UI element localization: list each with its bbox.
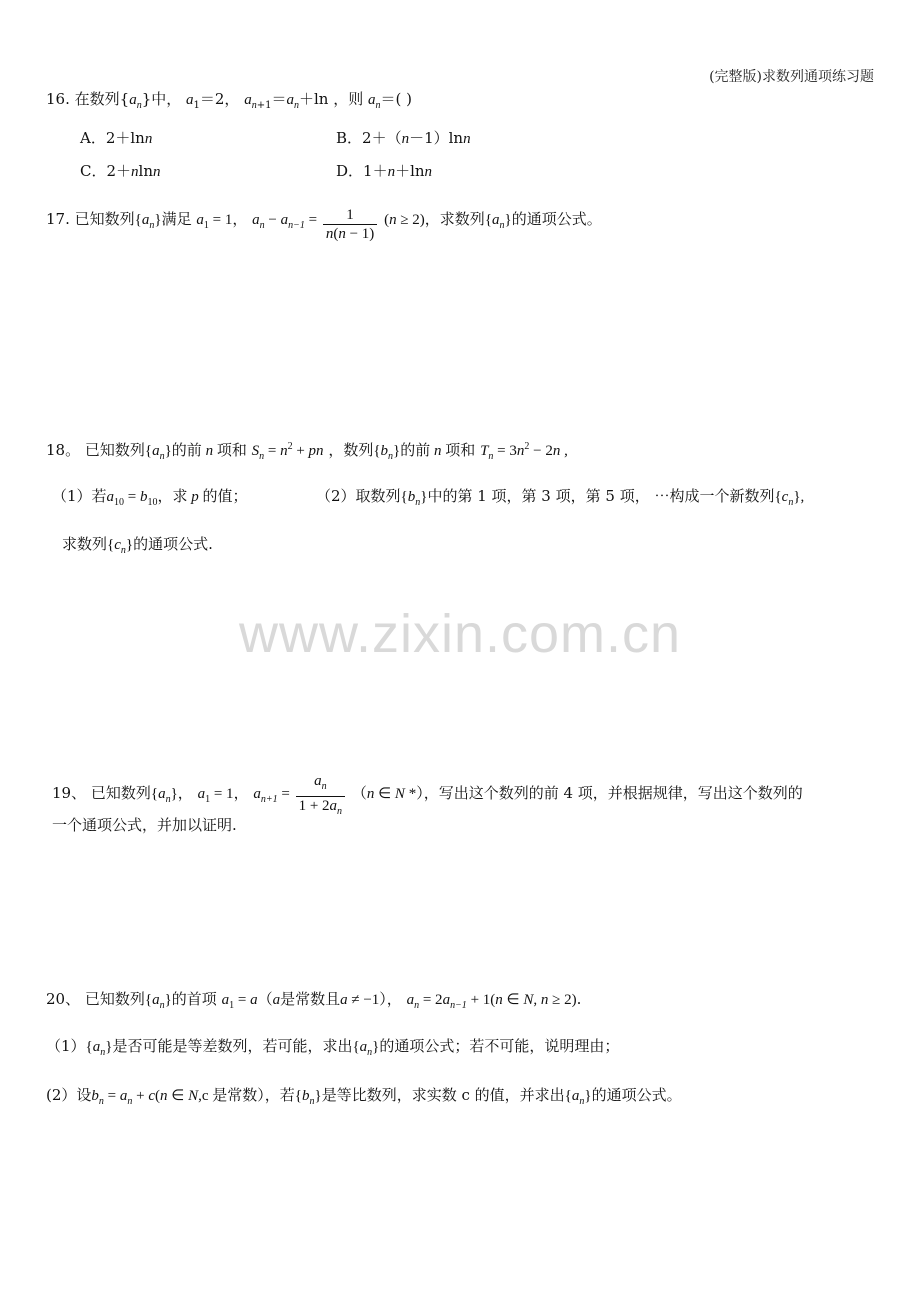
question-number: 17. [46,210,70,228]
question-18: 18。 已知数列$\{a_n\}$的前 n 项和 $S_n = n^2$ + pn ，数列$\{b_n\}$的前 n 项和 $T_n = 3n^2 - 2n$ , [46,441,568,462]
question-17: 17. 已知数列$\{a_n\}$满足 $a_1 = 1$， $a_n - a_{n-1}$ = $\frac{1}{n(n - 1)}$ (n ≥ 2)，求数列$\{a_n\}$的通项公式。 [46,207,602,242]
question-16-stem: 16. 在数列$\{a_n\}$中， $a_1=2$， $a_{n+1}=a_n+\ln$ ，则 $a_n=$( ) [46,90,412,111]
question-19-line-2: 一个通项公式，并加以证明. [52,816,237,834]
question-number: 18。 [46,441,81,459]
option-d: D．1＋n＋lnn [336,162,433,180]
question-number: 19、 [52,784,87,802]
question-20-part-2: (2）设$b_n = a_n + c(n$ ∈ N,c 是常数），若$\{b_n\}$是等比数列，求实数 c 的值，并求出$\{a_n\}$的通项公式。 [46,1086,682,1107]
question-number: 16. [46,90,70,108]
question-19: 19、 已知数列$\{a_n\}$， $a_1 = 1$， $a_{n+1}$ = $\frac{a_n}{1 + 2a_n}$ （n ∈ N *），写出这个数列的前 4 项，并根据规律，写出这个数列的 [52,773,803,817]
question-20: 20、 已知数列$\{a_n\}$的首项 $a_1 = a(a$是常数且a ≠ −1）， $a_n = 2a_{n-1} + 1(n$ ∈ N, n ≥ 2). [46,990,582,1011]
question-18-line-3: 求数列$\{c_n\}$的通项公式. [62,535,213,556]
page-header-title: (完整版)求数列通项练习题 [709,69,874,85]
question-20-part-1: $(1)\{a_n\}$是否可能是等差数列，若可能，求出$\{a_n\}$的通项公式；若不可能，说明理由； [46,1037,620,1058]
question-18-part-2: （2）取数列$\{b_n\}$中的第 1 项，第 3 项，第 5 项， ⋯构成一个新数列$\{c_n\}$, [316,487,805,508]
option-c: C．2＋nlnn [80,162,161,180]
question-18-part-1: （1）若$a_{10} = b_{10}$，求 p 的值； [52,487,248,508]
question-number: 20、 [46,990,81,1008]
option-a: A．2＋lnn [80,129,153,147]
watermark: www.zixin.com.cn [238,604,682,664]
option-b: B．2＋（n－1）lnn [336,129,471,147]
